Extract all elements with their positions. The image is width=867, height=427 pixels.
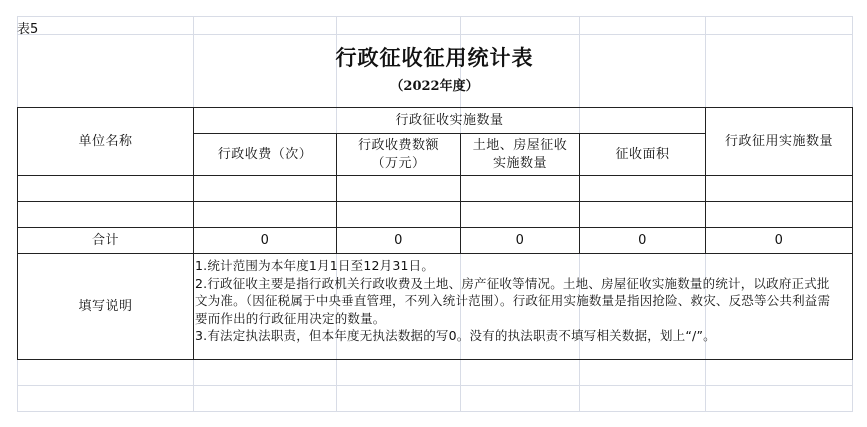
header-land-house-line2: 实施数量 bbox=[492, 155, 547, 171]
header-land-house-line1: 土地、房屋征收 bbox=[472, 137, 568, 153]
header-unit-name: 单位名称 bbox=[78, 133, 133, 149]
total-levy-area: 0 bbox=[638, 232, 647, 248]
page-subtitle: （2022年度） bbox=[390, 79, 479, 94]
gridline bbox=[17, 385, 852, 386]
gridline bbox=[17, 411, 852, 412]
total-label: 合计 bbox=[91, 232, 119, 248]
sheet-label: 表5 bbox=[17, 22, 39, 37]
gridline bbox=[17, 16, 852, 17]
header-levy-area: 征收面积 bbox=[615, 146, 670, 162]
total-fee-count: 0 bbox=[260, 232, 270, 248]
table-border bbox=[17, 359, 852, 360]
header-land-house bbox=[461, 134, 579, 175]
table-border bbox=[852, 107, 853, 360]
header-fee-count: 行政收费（次） bbox=[217, 146, 313, 162]
header-fee-amount-line2: （万元） bbox=[371, 155, 426, 171]
note-line: 2.行政征收主要是指行政机关行政收费及土地、房产征收等情况。土地、房屋征收实施数量的统计，以政府正式批文为准。（因征税属于中央垂直管理，不列入统计范围）。行政征用实施数量是指因抢险、救灾、反恐等公共利益需要而作出的行政征用决定的数量。 bbox=[195, 275, 831, 326]
gridline bbox=[17, 34, 852, 35]
header-requisition-count: 行政征用实施数量 bbox=[724, 133, 833, 149]
header-fee-amount bbox=[337, 134, 460, 175]
notes-label: 填写说明 bbox=[78, 298, 133, 314]
total-land-house: 0 bbox=[515, 232, 525, 248]
table-border bbox=[17, 175, 852, 176]
header-levy-group: 行政征收实施数量 bbox=[395, 112, 504, 128]
total-requisition-count: 0 bbox=[774, 232, 784, 248]
header-fee-amount-line1: 行政收费数额 bbox=[357, 137, 439, 153]
table-border bbox=[17, 201, 852, 202]
notes-text bbox=[195, 257, 840, 345]
page-title: 行政征收征用统计表 bbox=[335, 45, 534, 70]
note-line: 1.统计范围为本年度1月1日至12月31日。 bbox=[195, 258, 435, 273]
total-fee-amount: 0 bbox=[394, 232, 403, 248]
note-line: 3.有法定执法职责，但本年度无执法数据的写0。没有的执法职责不填写相关数据，划上“/”。 bbox=[195, 328, 716, 343]
